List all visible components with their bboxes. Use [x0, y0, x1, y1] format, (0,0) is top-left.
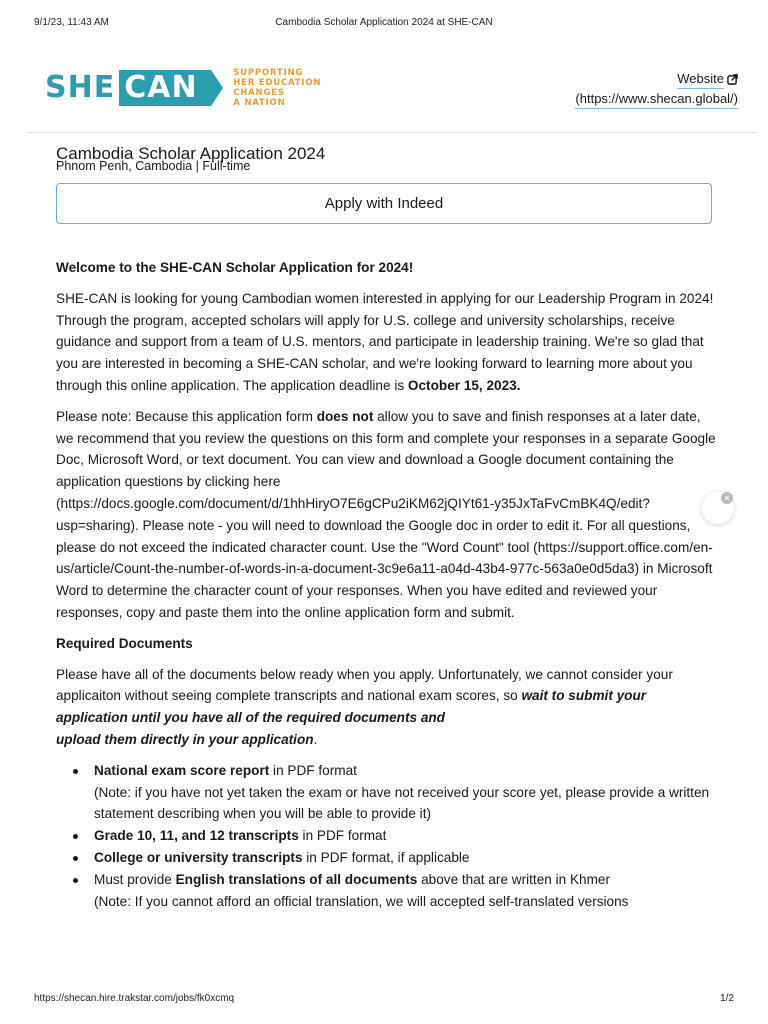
page-number: 1/2: [720, 993, 734, 1004]
tagline-line: A NATION: [233, 98, 286, 108]
print-page-url: https://shecan.hire.trakstar.com/jobs/fk0xcmq: [34, 993, 235, 1004]
list-item: National exam score report in PDF format (Note: if you have not yet taken the exam or have not received your score yet, please provide a written statement describing when you will be able to provide it): [94, 760, 716, 825]
external-link-icon: [727, 74, 738, 85]
header-divider: [27, 132, 757, 133]
logo-tagline: [233, 68, 321, 108]
required-intro-paragraph: Please have all of the documents below ready when you apply. Unfortunately, we cannot consider your applicaiton without seeing complete transcripts and national exam scores, so wait to submit your application until you have all of the required documents and upload them directly in your application.: [56, 666, 673, 747]
note-paragraph: Please note: Because this application form does not allow you to save and finish responses at a later date, we recommend that you review the questions on this form and complete your responses in a separate Google Doc, Microsoft Word, or text document. You can view and download a Google document containing the application questions by clicking here (https://docs.google.com/document/d/1hhHiryO7E6gCPu2iKM62jQIYt61-y35JxTaFvCmBK4Q/edit?usp=sharing). Please note - you will need to download the Google doc in order to edit it. For all questions, please do not exceed the indicated character count. Use the "Word Count" tool (https://support.office.com/en-us/article/Count-the-number-of-words-in-a-document-3c9e6a11-a04d-43b4-977c-563a0e0d5da3) in Microsoft Word to determine the character count of your responses. When you have edited and reviewed your responses, copy and paste them into the online application form and submit.: [56, 408, 716, 620]
tagline-line: SUPPORTING: [233, 68, 304, 78]
tagline-line: HER EDUCATION: [233, 78, 322, 88]
print-datetime: 9/1/23, 11:43 AM: [34, 17, 109, 28]
job-location-type: Phnom Penh, Cambodia | Full-time: [56, 159, 251, 173]
logo-she-text: SHE: [45, 70, 116, 105]
job-title: Cambodia Scholar Application 2024: [56, 144, 326, 163]
print-document-title: Cambodia Scholar Application 2024 at SHE-CAN: [275, 17, 493, 28]
close-icon[interactable]: ×: [721, 492, 733, 504]
required-documents-list: [56, 760, 716, 913]
list-item: College or university transcripts in PDF format, if applicable: [94, 847, 716, 869]
required-documents-heading: Required Documents: [56, 635, 193, 651]
tagline-line: CHANGES: [233, 88, 285, 98]
website-url[interactable]: (https://www.shecan.global/): [575, 90, 738, 109]
list-item: Grade 10, 11, and 12 transcripts in PDF format: [94, 825, 716, 847]
list-item: Must provide English translations of all documents above that are written in Khmer (Note: If you cannot afford an official translation, we will accepted self-translated versions: [94, 869, 716, 913]
deadline-date: October 15, 2023.: [407, 377, 521, 393]
print-footer: [0, 993, 768, 1007]
welcome-heading: Welcome to the SHE-CAN Scholar Application for 2024!: [56, 260, 414, 275]
logo-can-banner: [119, 70, 211, 106]
print-header: [0, 17, 768, 31]
apply-with-indeed-button[interactable]: Apply with Indeed: [56, 183, 712, 224]
shecan-logo[interactable]: [45, 68, 321, 108]
job-description: [56, 257, 716, 912]
logo-can-text: CAN: [124, 70, 198, 105]
website-link[interactable]: [575, 70, 738, 109]
intro-paragraph: SHE-CAN is looking for young Cambodian women interested in applying for our Leadership Program in 2024! Through the program, accepted scholars will apply for U.S. college and university scholarships, receive guidance and support from a team of U.S. mentors, and participate in leadership training. We're so glad that you are interested in becoming a SHE-CAN scholar, and we're looking forward to learning more about you through this online application. The application deadline is October 15, 2023.: [56, 290, 714, 393]
website-link-label[interactable]: Website: [677, 70, 724, 89]
